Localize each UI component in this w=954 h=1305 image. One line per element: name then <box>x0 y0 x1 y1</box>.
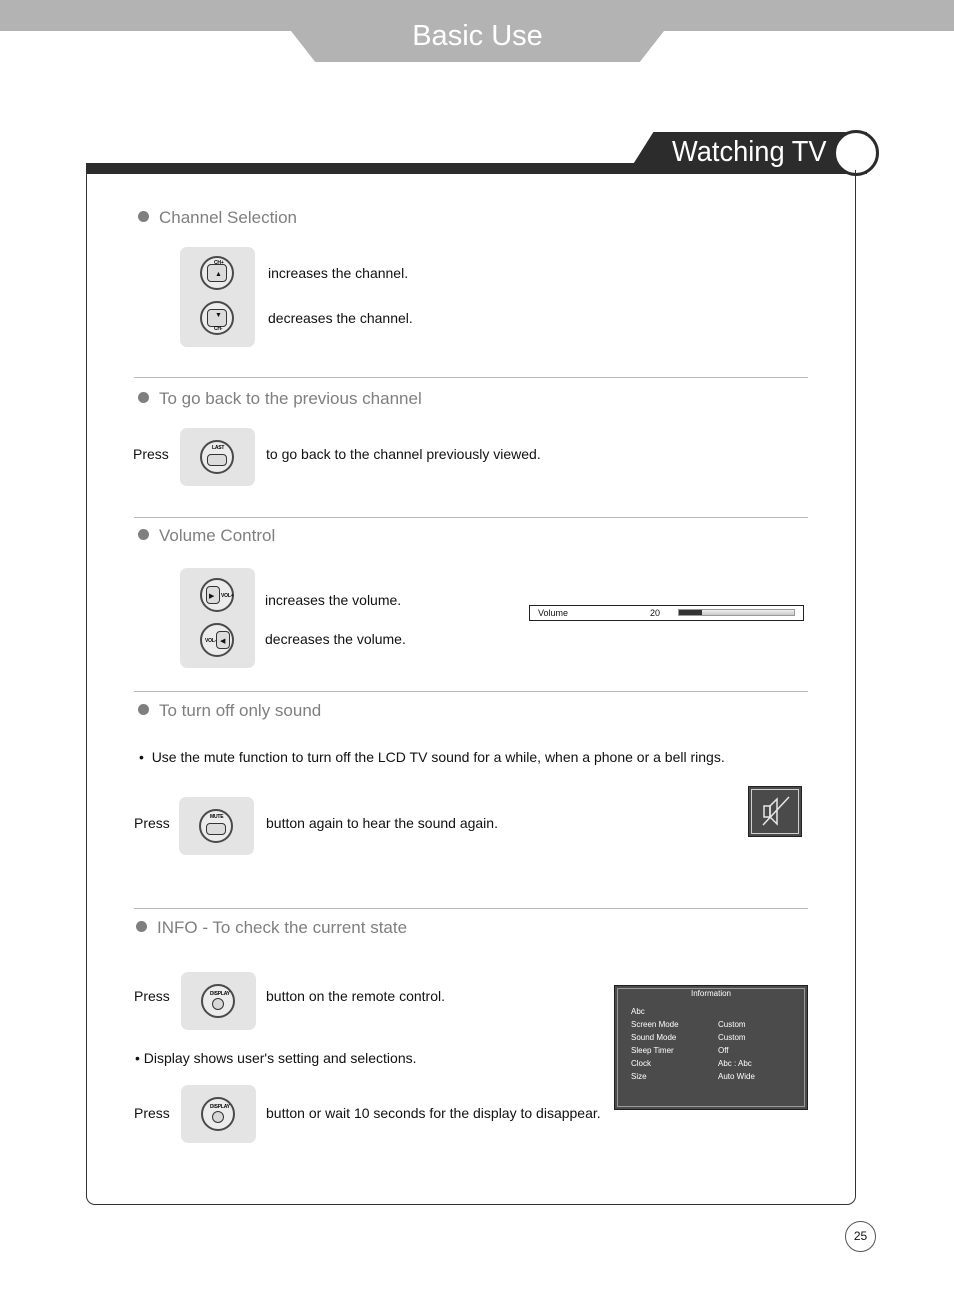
info-press-text-1: Press <box>134 988 170 1004</box>
button-key <box>207 454 227 466</box>
down-arrow-icon: ▼ <box>215 312 222 319</box>
speaker-muted-glyph <box>749 787 801 836</box>
information-osd <box>614 985 808 1110</box>
volume-up-text: increases the volume. <box>265 592 402 608</box>
last-button-label: LAST <box>212 445 225 451</box>
osd-row-value: Custom <box>718 1033 746 1042</box>
osd-row-value: Off <box>718 1046 729 1055</box>
information-osd-source: Abc <box>631 1007 645 1016</box>
osd-row-label: Sleep Timer <box>631 1046 674 1055</box>
button-key <box>212 1111 224 1123</box>
info-text-2: button or wait 10 seconds for the display to disappear. <box>266 1105 601 1121</box>
mute-heading <box>138 701 321 721</box>
button-key <box>206 823 226 835</box>
mute-heading-text: To turn off only sound <box>159 701 322 720</box>
volume-down-button[interactable] <box>200 623 234 657</box>
bullet-icon <box>136 921 147 932</box>
channel-down-text: decreases the channel. <box>268 310 413 326</box>
channel-up-text: increases the channel. <box>268 265 409 281</box>
info-heading <box>136 918 407 938</box>
divider <box>134 908 808 909</box>
note-bullet: • <box>135 1050 144 1066</box>
bullet-icon <box>138 211 149 222</box>
channel-up-button[interactable] <box>200 256 234 290</box>
bullet-icon <box>138 392 149 403</box>
volume-down-text: decreases the volume. <box>265 631 406 647</box>
bullet-icon <box>138 529 149 540</box>
divider <box>134 377 808 378</box>
note-bullet: • <box>139 749 152 765</box>
mute-button-panel <box>179 797 254 855</box>
channel-heading <box>138 208 297 228</box>
display-button-label: DISPLAY <box>210 991 230 997</box>
display-button-label: DISPLAY <box>210 1104 230 1110</box>
osd-row-value: Auto Wide <box>718 1072 755 1081</box>
mute-press-text: Press <box>134 815 170 831</box>
volume-osd-fill <box>679 610 702 615</box>
right-arrow-icon: ▶ <box>209 593 215 600</box>
volume-up-button[interactable] <box>200 578 234 612</box>
mute-button[interactable] <box>199 809 233 843</box>
button-key <box>212 998 224 1010</box>
display-button-panel-1 <box>181 972 256 1030</box>
previous-text: to go back to the channel previously viewed. <box>266 446 541 462</box>
info-note-text: Display shows user's setting and selections. <box>143 1050 417 1066</box>
volume-heading-text: Volume Control <box>159 526 276 545</box>
volume-osd-label: Volume <box>538 608 569 618</box>
page-number: 25 <box>853 1229 868 1243</box>
mute-button-label: MUTE <box>210 814 224 820</box>
channel-button-panel <box>180 247 255 347</box>
channel-up-label: CH+ <box>214 260 224 266</box>
osd-row-label: Size <box>631 1072 647 1081</box>
osd-row-label: Clock <box>631 1059 652 1068</box>
previous-heading-text: To go back to the previous channel <box>159 389 422 408</box>
previous-heading <box>138 389 422 409</box>
display-button[interactable] <box>201 984 235 1018</box>
volume-osd <box>529 605 804 621</box>
osd-row-label: Sound Mode <box>631 1033 677 1042</box>
speaker-muted-icon <box>748 786 802 837</box>
volume-osd-track <box>678 609 795 616</box>
previous-button-panel <box>180 428 255 486</box>
mute-text: button again to hear the sound again. <box>266 815 498 831</box>
info-press-text-2: Press <box>134 1105 170 1121</box>
bullet-icon <box>138 704 149 715</box>
section-title: Watching TV <box>672 136 827 168</box>
volume-down-label: VOL- <box>205 638 217 644</box>
previous-press-text: Press <box>133 446 169 462</box>
left-arrow-icon: ◀ <box>220 638 226 645</box>
mute-note <box>139 748 725 766</box>
last-button[interactable] <box>200 440 234 474</box>
channel-down-button[interactable] <box>200 301 234 335</box>
osd-row-value: Custom <box>718 1020 746 1029</box>
channel-down-label: CH- <box>214 326 223 332</box>
divider <box>134 691 808 692</box>
volume-button-panel <box>180 568 255 668</box>
volume-osd-value: 20 <box>650 608 661 618</box>
divider <box>134 517 808 518</box>
information-osd-title: Information <box>690 989 732 998</box>
up-arrow-icon: ▲ <box>215 271 222 278</box>
info-heading-text: INFO - To check the current state <box>157 918 408 937</box>
volume-up-label: VOL+ <box>221 593 234 599</box>
info-note <box>135 1049 417 1067</box>
volume-heading <box>138 526 275 546</box>
osd-row-label: Screen Mode <box>631 1020 679 1029</box>
display-button-panel-2 <box>181 1085 256 1143</box>
info-text-1: button on the remote control. <box>266 988 445 1004</box>
chapter-title: Basic Use <box>412 20 543 52</box>
channel-heading-text: Channel Selection <box>159 208 297 227</box>
mute-note-text: Use the mute function to turn off the LCD TV sound for a while, when a phone or a bell rings. <box>151 749 725 765</box>
osd-row-value: Abc : Abc <box>718 1059 752 1068</box>
display-button-2[interactable] <box>201 1097 235 1131</box>
